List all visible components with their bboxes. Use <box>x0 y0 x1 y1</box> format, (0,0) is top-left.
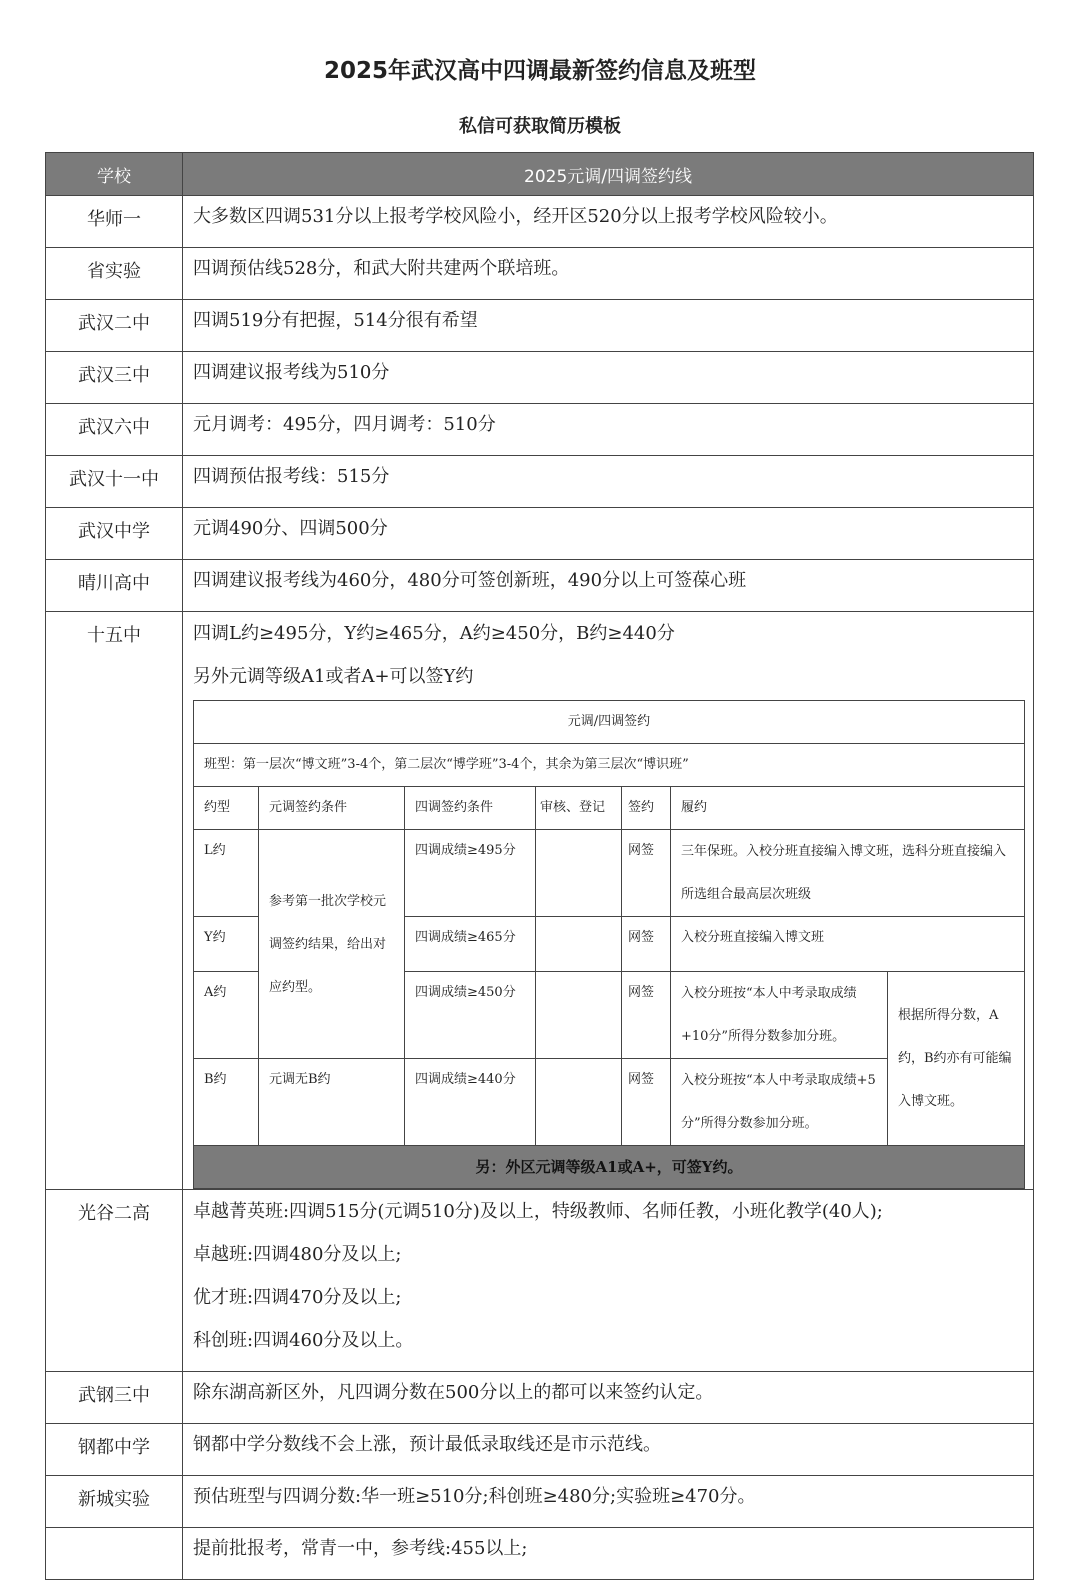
table-row <box>46 1190 1034 1372</box>
review-cell <box>536 972 622 1059</box>
col-header: 履约 <box>671 787 1025 830</box>
school-name: 武钢三中 <box>46 1372 183 1424</box>
table-row <box>46 560 1034 612</box>
lvyue-cell: 入校分班按“本人中考录取成绩+5分”所得分数参加分班。 <box>671 1059 888 1146</box>
school-name: 武汉中学 <box>46 508 183 560</box>
inner-signing-table <box>193 700 1025 1189</box>
school-name: 新城实验 <box>46 1476 183 1528</box>
info-line: 卓越班:四调480分及以上; <box>193 1244 402 1265</box>
info-line: 除东湖高新区外，凡四调分数在500分以上的都可以来签约认定。 <box>193 1382 714 1403</box>
page-subtitle: 私信可获取简历模板 <box>459 116 621 137</box>
school-name: 武汉三中 <box>46 352 183 404</box>
siti-cell: 四调成绩≥495分 <box>405 830 536 917</box>
col-header: 四调签约条件 <box>405 787 536 830</box>
type-cell: Y约 <box>194 917 259 972</box>
info-line: 四调L约≥495分，Y约≥465分，A约≥450分，B约≥440分 <box>193 623 675 644</box>
yuantiao-cell: 元调无B约 <box>259 1059 405 1146</box>
table-row <box>46 612 1034 1190</box>
inner-title: 元调/四调签约 <box>194 701 1025 744</box>
type-cell: A约 <box>194 972 259 1059</box>
table-row <box>46 1528 1034 1580</box>
info-line: 科创班:四调460分及以上。 <box>193 1330 414 1351</box>
review-cell <box>536 1059 622 1146</box>
table-row <box>46 196 1034 248</box>
header-line: 2025元调/四调签约线 <box>183 153 1034 196</box>
inner-class-types: 班型：第一层次“博文班”3-4个，第二层次“博学班”3-4个，其余为第三层次“博识班” <box>194 744 1025 787</box>
sign-cell: 网签 <box>622 917 671 972</box>
col-header: 元调签约条件 <box>259 787 405 830</box>
col-header: 审核、登记 <box>536 787 622 830</box>
info-line: 四调预估报考线：515分 <box>193 466 390 487</box>
info-line: 另外元调等级A1或者A+可以签Y约 <box>193 666 474 687</box>
table-row <box>46 456 1034 508</box>
col-header: 约型 <box>194 787 259 830</box>
school-name <box>46 1528 183 1580</box>
info-line: 元月调考：495分，四月调考：510分 <box>193 414 496 435</box>
info-line: 大多数区四调531分以上报考学校风险小，经开区520分以上报考学校风险较小。 <box>193 206 838 227</box>
school-name: 省实验 <box>46 248 183 300</box>
info-line: 预估班型与四调分数:华一班≥510分;科创班≥480分;实验班≥470分。 <box>193 1486 756 1507</box>
school-name: 武汉六中 <box>46 404 183 456</box>
info-line: 钢都中学分数线不会上涨，预计最低录取线还是市示范线。 <box>193 1434 661 1455</box>
info-line: 四调预估线528分，和武大附共建两个联培班。 <box>193 258 570 279</box>
school-name: 武汉十一中 <box>46 456 183 508</box>
page-title: 2025年武汉高中四调最新签约信息及班型 <box>323 58 756 84</box>
info-line: 四调建议报考线为510分 <box>193 362 390 383</box>
table-row <box>46 248 1034 300</box>
review-cell <box>536 830 622 917</box>
school-name: 晴川高中 <box>46 560 183 612</box>
sign-cell: 网签 <box>622 830 671 917</box>
type-cell: L约 <box>194 830 259 917</box>
yuantiao-shared-cell: 参考第一批次学校元调签约结果，给出对应约型。 <box>259 830 405 1059</box>
table-row <box>46 300 1034 352</box>
table-row <box>46 1424 1034 1476</box>
table-row <box>46 352 1034 404</box>
signing-table <box>45 152 1034 1580</box>
info-line: 优才班:四调470分及以上; <box>193 1287 402 1308</box>
info-line: 四调建议报考线为460分，480分可签创新班，490分以上可签葆心班 <box>193 570 747 591</box>
table-row <box>46 508 1034 560</box>
col-header: 签约 <box>622 787 671 830</box>
info-line: 四调519分有把握，514分很有希望 <box>193 310 478 331</box>
header-school: 学校 <box>46 153 183 196</box>
type-cell: B约 <box>194 1059 259 1146</box>
school-name: 武汉二中 <box>46 300 183 352</box>
review-cell <box>536 917 622 972</box>
table-row <box>46 1476 1034 1528</box>
siti-cell: 四调成绩≥440分 <box>405 1059 536 1146</box>
school-name: 十五中 <box>46 612 183 1190</box>
sign-cell: 网签 <box>622 972 671 1059</box>
sign-cell: 网签 <box>622 1059 671 1146</box>
table-row <box>46 404 1034 456</box>
siti-cell: 四调成绩≥465分 <box>405 917 536 972</box>
inner-footer-note: 另：外区元调等级A1或A+，可签Y约。 <box>194 1146 1025 1189</box>
table-row <box>46 1372 1034 1424</box>
school-name: 钢都中学 <box>46 1424 183 1476</box>
school-name: 光谷二高 <box>46 1190 183 1372</box>
siti-cell: 四调成绩≥450分 <box>405 972 536 1059</box>
info-line: 卓越菁英班:四调515分(元调510分)及以上，特级教师、名师任教，小班化教学(40人); <box>193 1201 883 1222</box>
info-line: 提前批报考，常青一中，参考线:455以上; <box>193 1538 528 1559</box>
ab-note-cell: 根据所得分数，A约，B约亦有可能编入博文班。 <box>888 972 1025 1146</box>
lvyue-cell: 入校分班直接编入博文班 <box>671 917 1025 972</box>
info-line: 元调490分、四调500分 <box>193 518 388 539</box>
lvyue-cell: 三年保班。入校分班直接编入博文班，选科分班直接编入所选组合最高层次班级 <box>671 830 1025 917</box>
school-name: 华师一 <box>46 196 183 248</box>
lvyue-cell: 入校分班按“本人中考录取成绩+10分”所得分数参加分班。 <box>671 972 888 1059</box>
